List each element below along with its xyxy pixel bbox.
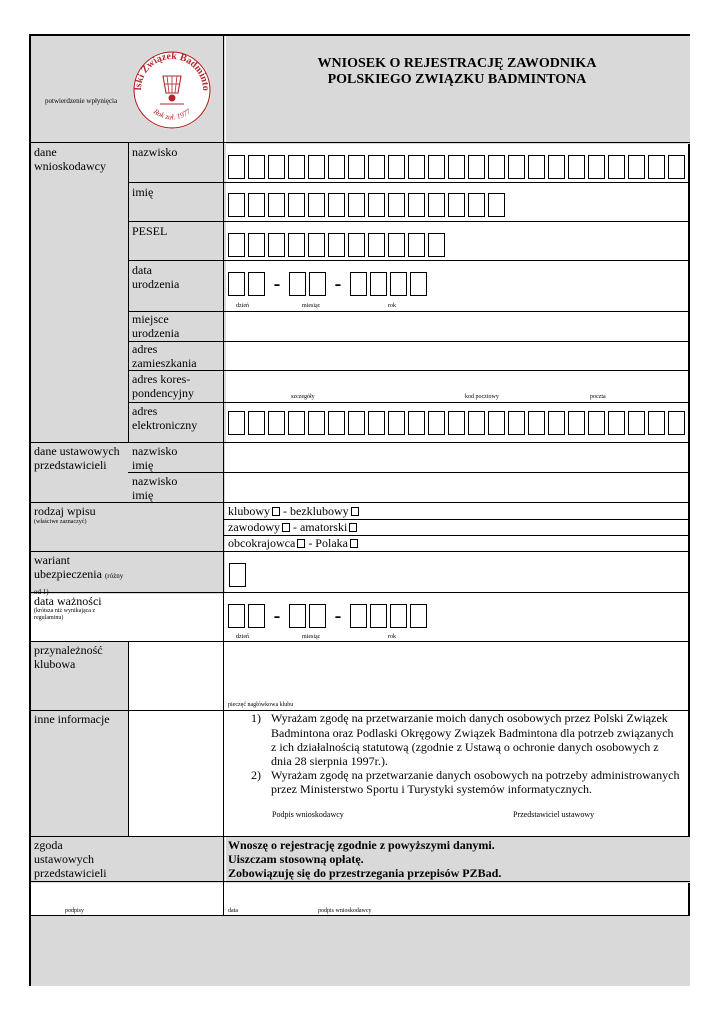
birth-place-label: miejsce urodzenia <box>132 312 180 340</box>
email-label: adres elektroniczny <box>132 404 198 432</box>
grid-line <box>31 592 690 593</box>
date-month-digit[interactable] <box>289 604 306 628</box>
grid-line <box>128 641 129 836</box>
date-separator: - <box>334 273 342 295</box>
pesel-digit-box[interactable] <box>368 233 385 257</box>
surname-char-box[interactable] <box>428 155 445 179</box>
birth-date-label: data urodzenia <box>132 263 180 291</box>
date-year-caption: rok <box>388 303 396 309</box>
signatures-caption: podpisy <box>65 908 85 914</box>
email-char-box[interactable] <box>608 411 625 435</box>
no-club-option-label: - bezklubowy <box>283 504 349 518</box>
first-name-char-box[interactable] <box>368 193 385 217</box>
pesel-digit-box[interactable] <box>388 233 405 257</box>
email-char-box[interactable] <box>668 411 685 435</box>
date-separator: - <box>273 605 281 627</box>
correspondence-details-caption: szczegóły <box>291 394 315 400</box>
surname-input[interactable] <box>228 155 688 179</box>
surname-char-box[interactable] <box>368 155 385 179</box>
pesel-digit-box[interactable] <box>288 233 305 257</box>
surname-char-box[interactable] <box>608 155 625 179</box>
foreigner-checkbox[interactable] <box>297 539 305 548</box>
insurance-label <box>34 553 129 599</box>
date-year-digit[interactable] <box>350 604 367 628</box>
grid-line <box>128 472 690 473</box>
consent-item-1-line3: z ich działalnością statutową (zgodnie z Ustawą o ochronie danych osobowych z <box>271 740 659 754</box>
grid-line <box>128 311 690 312</box>
surname-char-box[interactable] <box>528 155 545 179</box>
polish-option-label: - Polaka <box>308 536 348 550</box>
first-name-char-box[interactable] <box>328 193 345 217</box>
no-club-checkbox[interactable] <box>351 507 359 516</box>
birth-date-input[interactable] <box>228 272 430 296</box>
guardian-2-name-label: nazwisko imię <box>132 474 178 502</box>
applicant-label-column <box>31 144 130 444</box>
email-char-box[interactable] <box>308 411 325 435</box>
date-day-caption: dzień <box>236 303 249 309</box>
surname-char-box[interactable] <box>308 155 325 179</box>
guardian-signature-caption: Przedstawiciel ustawowy <box>513 810 595 819</box>
surname-char-box[interactable] <box>488 155 505 179</box>
surname-char-box[interactable] <box>228 155 245 179</box>
first-name-char-box[interactable] <box>248 193 265 217</box>
title-area <box>226 36 690 144</box>
date-day-digit[interactable] <box>228 604 245 628</box>
validity-label: data ważności <box>34 594 102 608</box>
receipt-label: potwierdzenie wpłynięcia <box>45 97 118 105</box>
entry-type-row3 <box>228 536 358 550</box>
applicant-section-label: dane wnioskodawcy <box>34 145 106 173</box>
grid-line <box>128 260 690 261</box>
form-title-line1: WNIOSEK O REJESTRACJĘ ZAWODNIKA <box>317 56 597 71</box>
guardian-1-name-label: nazwisko imię <box>132 444 178 472</box>
grid-line <box>128 221 690 222</box>
grid-line <box>31 641 690 642</box>
first-name-char-box[interactable] <box>348 193 365 217</box>
entry-type-note: (właściwe zaznaczyć) <box>34 519 87 525</box>
form-title-line2: POLSKIEGO ZWIĄZKU BADMINTONA <box>327 72 587 87</box>
date-day-digit[interactable] <box>248 604 265 628</box>
grid-line <box>31 551 690 552</box>
first-name-char-box[interactable] <box>268 193 285 217</box>
date-month-digit[interactable] <box>309 604 326 628</box>
grid-line <box>128 402 690 403</box>
consent-line2: Uiszczam stosowną opłatę. <box>228 852 364 866</box>
date-caption: data <box>228 908 238 914</box>
amateur-option-label: - amatorski <box>292 520 348 534</box>
insurance-note: (różny od 1) <box>34 572 124 596</box>
consent-item-2-number: 2) <box>251 768 261 782</box>
consent-item-1-line4: dnia 28 sierpnia 1997r.). <box>271 754 388 768</box>
pesel-input[interactable] <box>228 233 448 257</box>
date-month-digit[interactable] <box>289 272 306 296</box>
first-name-char-box[interactable] <box>428 193 445 217</box>
professional-option-label: zawodowy <box>228 520 280 534</box>
surname-char-box[interactable] <box>268 155 285 179</box>
surname-char-box[interactable] <box>648 155 665 179</box>
first-name-char-box[interactable] <box>408 193 425 217</box>
surname-char-box[interactable] <box>568 155 585 179</box>
email-char-box[interactable] <box>568 411 585 435</box>
grid-line <box>128 370 690 371</box>
pesel-digit-box[interactable] <box>408 233 425 257</box>
club-option-label: klubowy <box>228 504 270 518</box>
date-month-digit[interactable] <box>309 272 326 296</box>
logo-year-text: Rok zał. 1977 <box>151 106 193 122</box>
consent-line3: Zobowiązuję się do przestrzegania przepisów PZBad. <box>228 866 502 880</box>
pzbad-logo <box>132 46 212 132</box>
surname-char-box[interactable] <box>248 155 265 179</box>
surname-char-box[interactable] <box>388 155 405 179</box>
club-checkbox[interactable] <box>272 507 280 516</box>
date-month-caption: miesiąc <box>302 303 321 309</box>
club-stamp-caption: pieczęć nagłówkowa klubu <box>228 702 294 708</box>
correspondence-label: adres kores-pondencyjny <box>132 372 194 400</box>
email-char-box[interactable] <box>408 411 425 435</box>
pesel-label: PESEL <box>132 224 168 238</box>
email-char-box[interactable] <box>448 411 465 435</box>
pesel-digit-box[interactable] <box>328 233 345 257</box>
date-separator: - <box>273 273 281 295</box>
correspondence-post-caption: poczta <box>590 394 606 400</box>
email-char-box[interactable] <box>508 411 525 435</box>
first-name-label: imię <box>132 185 154 199</box>
amateur-checkbox[interactable] <box>349 523 357 532</box>
consent-item-2-line2: przez Ministerstwo Sportu i Turystyki systemów informatycznych. <box>271 782 592 796</box>
first-name-char-box[interactable] <box>448 193 465 217</box>
professional-checkbox[interactable] <box>282 523 290 532</box>
email-char-box[interactable] <box>388 411 405 435</box>
email-char-box[interactable] <box>488 411 505 435</box>
pesel-digit-box[interactable] <box>248 233 265 257</box>
surname-char-box[interactable] <box>668 155 685 179</box>
validity-day-caption: dzień <box>236 634 249 640</box>
email-char-box[interactable] <box>228 411 245 435</box>
first-name-char-box[interactable] <box>468 193 485 217</box>
first-name-char-box[interactable] <box>488 193 505 217</box>
logo-name-text: lski Związek Badminto <box>132 50 212 92</box>
email-char-box[interactable] <box>588 411 605 435</box>
pesel-digit-box[interactable] <box>348 233 365 257</box>
surname-label: nazwisko <box>132 145 178 159</box>
grid-line <box>128 143 129 443</box>
first-name-char-box[interactable] <box>388 193 405 217</box>
consent-item-1-line1: Wyrażam zgodę na przetwarzanie moich danych osobowych przez Polski Związek <box>271 711 668 725</box>
date-year-digit[interactable] <box>410 604 427 628</box>
first-name-char-box[interactable] <box>228 193 245 217</box>
email-input[interactable] <box>228 411 688 435</box>
address-label: adres zamieszkania <box>132 342 197 370</box>
other-info-label: inne informacje <box>34 712 110 726</box>
entry-type-row2 <box>228 520 357 534</box>
email-char-box[interactable] <box>648 411 665 435</box>
surname-char-box[interactable] <box>548 155 565 179</box>
polish-checkbox[interactable] <box>350 539 358 548</box>
grid-line <box>128 341 690 342</box>
grid-line <box>128 182 690 183</box>
email-char-box[interactable] <box>368 411 385 435</box>
consent-line1: Wnoszę o rejestrację zgodnie z powyższymi danymi. <box>228 838 495 852</box>
consent-item-2-line1: Wyrażam zgodę na przetwarzanie danych osobowych na potrzeby administrowanych <box>271 768 680 782</box>
email-char-box[interactable] <box>528 411 545 435</box>
surname-char-box[interactable] <box>508 155 525 179</box>
grid-line <box>31 502 690 503</box>
date-year-digit[interactable] <box>410 272 427 296</box>
surname-char-box[interactable] <box>468 155 485 179</box>
correspondence-postal-caption: kod pocztowy <box>465 394 499 400</box>
validity-note: (krótsza niż wynikająca z regulaminu) <box>34 608 96 621</box>
date-year-digit[interactable] <box>390 272 407 296</box>
date-day-digit[interactable] <box>228 272 245 296</box>
club-label-area <box>31 642 129 837</box>
date-year-digit[interactable] <box>390 604 407 628</box>
email-char-box[interactable] <box>468 411 485 435</box>
email-char-box[interactable] <box>268 411 285 435</box>
email-char-box[interactable] <box>548 411 565 435</box>
grid-line <box>31 142 690 143</box>
consent-label: zgoda ustawowych przedstawicieli <box>34 838 107 880</box>
email-char-box[interactable] <box>628 411 645 435</box>
entry-type-row1 <box>228 504 359 518</box>
first-name-input[interactable] <box>228 193 508 217</box>
applicant-signature-caption-bottom: podpis wnioskodawcy <box>318 908 372 914</box>
grid-line <box>223 36 224 916</box>
surname-char-box[interactable] <box>448 155 465 179</box>
grid-line <box>31 836 690 837</box>
surname-char-box[interactable] <box>348 155 365 179</box>
validity-year-caption: rok <box>388 634 396 640</box>
surname-char-box[interactable] <box>328 155 345 179</box>
pesel-digit-box[interactable] <box>268 233 285 257</box>
email-char-box[interactable] <box>248 411 265 435</box>
consent-item-1-number: 1) <box>251 711 261 725</box>
guardians-section-label: dane ustawowych przedstawicieli <box>34 444 120 472</box>
grid-line <box>31 881 690 882</box>
club-label: przynależność klubowa <box>34 643 103 671</box>
pesel-digit-box[interactable] <box>428 233 445 257</box>
date-separator: - <box>334 605 342 627</box>
bottom-strip <box>31 916 690 986</box>
insurance-variant-input[interactable] <box>229 563 246 587</box>
validity-date-input[interactable] <box>228 604 430 628</box>
date-year-digit[interactable] <box>370 604 387 628</box>
email-char-box[interactable] <box>428 411 445 435</box>
email-char-box[interactable] <box>348 411 365 435</box>
date-day-digit[interactable] <box>248 272 265 296</box>
consent-item-1-line2: Badmintona oraz Podlaski Okręgowy Związek Badmintona dla potrzeb związanych <box>271 726 674 740</box>
email-char-box[interactable] <box>288 411 305 435</box>
applicant-signature-caption: Podpis wnioskodawcy <box>272 810 344 819</box>
entry-type-label: rodzaj wpisu <box>34 504 96 518</box>
insurance-label-text: wariant ubezpieczenia <box>34 553 102 581</box>
first-name-char-box[interactable] <box>288 193 305 217</box>
date-year-digit[interactable] <box>370 272 387 296</box>
surname-char-box[interactable] <box>288 155 305 179</box>
pesel-digit-box[interactable] <box>228 233 245 257</box>
first-name-char-box[interactable] <box>308 193 325 217</box>
grid-line <box>31 442 690 443</box>
pesel-digit-box[interactable] <box>308 233 325 257</box>
surname-char-box[interactable] <box>408 155 425 179</box>
grid-line <box>31 915 690 916</box>
foreigner-option-label: obcokrajowca <box>228 536 296 550</box>
surname-char-box[interactable] <box>588 155 605 179</box>
date-year-digit[interactable] <box>350 272 367 296</box>
validity-month-caption: miesiąc <box>302 634 321 640</box>
surname-char-box[interactable] <box>628 155 645 179</box>
email-char-box[interactable] <box>328 411 345 435</box>
